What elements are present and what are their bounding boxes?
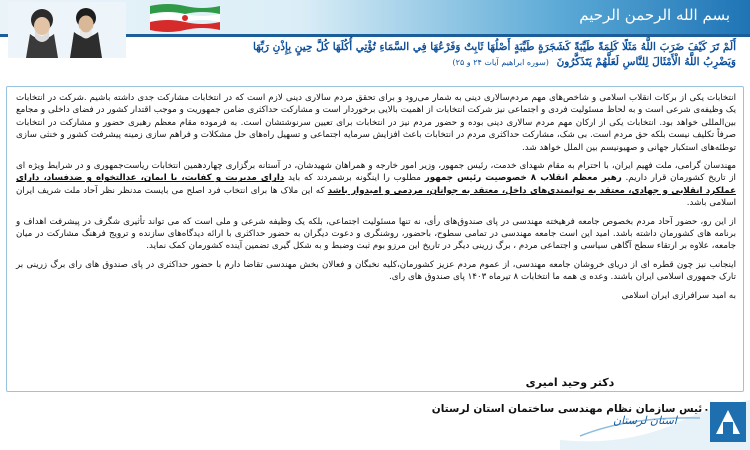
signer-title: رئیس سازمان نظام مهندسی ساختمان استان لرستان: [431, 403, 709, 415]
iran-flag-icon: [150, 2, 220, 34]
logo-caption: استان لرستان: [613, 414, 677, 427]
basmala-heading: بسم الله الرحمن الرحیم: [579, 6, 730, 24]
paragraph-1: انتخابات یکی از برکات انقلاب اسلامی و شاخص‌های مهم مردم‌سالاری دینی به شمار می‌رود و برای تحقق مردم سالاری دینی لازم است که در انتخابات مشارکت جدی داشته باشیم .شرکت در انتخابات یک وظیفه‌ی شرعی است و به لحاظ مسئولیت فردی و اجتماعی نیز شرکت انتخابات از اهمیت بالایی برخوردار است و مشارکت حداکثری ضامن جمهوریت و موجب اقتدار کشور در فضای داخلی و مجامع بین‌المللی خواهد بود. انتخابات یکی از ارکان مهم مردم سالاری دینی بوده و حضور مردم نیز در انتخابات برای تعیین سرنوشتشان است. به فرموده مقام معظم رهبری حضور و مشارکت در انتخابات صرفاً تکلیف نیست بلکه حق مردم است. بی شک، مشارکت حداکثری مردم در انتخابات باعث افزایش سرمایه اجتماعی و تسهیل راه‌های حل مشکلات و فراهم سازی زمینه پیشرفت کشور و خنثی سازی توطئه‌های استکبار جهانی و صهیونیسم بین الملل خواهد شد.: [16, 93, 736, 153]
signer-name: دکتر وحید امیری: [525, 376, 615, 389]
paragraph-2-middle: مطلوب را اینگونه برشمردند که باید: [284, 173, 425, 184]
paragraph-2-qualities: دارای مدیریت و کفایت، با ایمان، عدالتخواه و ضدفساد، دارای عملکرد انقلابی و جهادی، معتقد به توانمندی‌های داخل، معتقد به جوانان، مردمی و امیدوار باشد: [16, 173, 736, 196]
paragraph-5: به امید سرافرازی ایران اسلامی: [621, 290, 736, 301]
quran-verse: [246, 40, 736, 70]
verse-text: أَلَمْ تَرَ كَيْفَ ضَرَبَ اللَّهُ مَثَلًا كَلِمَةً طَيِّبَةً كَشَجَرَةٍ طَيِّبَةٍ أَصْلُهَا ثَابِتٌ وَفَرْعُهَا فِي السَّمَاءِ تُؤْتِي أُكُلَهَا كُلَّ حِينٍ بِإِذْنِ رَبِّهَا وَيَضْرِبُ اللَّهُ الْأَمْثَالَ لِلنَّاسِ لَعَلَّهُمْ يَتَذَكَّرُونَ: [252, 41, 736, 68]
paragraph-2-start: مهندسان گرامی، ملت فهیم ایران، با احترام به مقام شهدای خدمت، رئیس جمهور، وزیر امور خارجه و همراهان شهیدشان، در آستانه برگزاری چهاردهمین انتخابات ریاست‌جمهوری و در شرایط ویژه ای از تاریخ کشورمان قرار داریم.: [16, 161, 736, 184]
paragraph-4: اینجانب نیز چون قطره ای از دریای خروشان جامعه مهندسی، از عموم مردم عزیز کشورمان،کلیه نخبگان و فعالان بخش مهندسی تقاضا دارم با حضور حداکثری در پای صندوق های رای برگ زرینی بر تارک جمهوری اسلامی ایران باشند. وعده ی همه ما انتخابات ۸ تیرماه ۱۴۰۳ پای صندوق های رای.: [16, 259, 736, 283]
statement-body: [16, 92, 736, 308]
leaders-portrait-icon: [8, 2, 126, 58]
paragraph-3: از این رو، حضور آحاد مردم بخصوص جامعه فرهیخته مهندسی در پای صندوق‌های رأی، نه تنها مسئولیت اجتماعی، بلکه یک وظیفه شرعی و ملی است که می تواند تأثیری شگرف در پیشرفت اهداف و برنامه های کشورمان داشته باشد. امید این است جامعه مهندسی در تمامی سطوح، باحضور، روشنگری و دعوت دیگران به حضور حداکثری با ارائه دیدگاه‌های سازنده و ترویج فرهنگ مشارکت در میان جامعه، علاوه بر ارتقاء سطح آگاهی سیاسی و اجتماعی مردم ، برگ زرینی دیگر در تاریخ این مرزو بوم ثبت وضبط و به شکل گیری تضمین آینده کشورمان کمک نماید.: [16, 216, 736, 252]
verse-reference: (سوره ابراهیم آیات ۲۴ و ۲۵): [452, 58, 549, 67]
paragraph-2-end: که این ملاک ها برای انتخاب فرد اصلح می بایست مدنظر نظر آحاد ملت شریف ایران اسلامی باشد.: [16, 185, 736, 209]
paragraph-2-highlight: رهبر معظم انقلاب ۸ خصوصیت رئیس جمهور: [424, 173, 622, 184]
paragraph-2: [16, 160, 736, 210]
